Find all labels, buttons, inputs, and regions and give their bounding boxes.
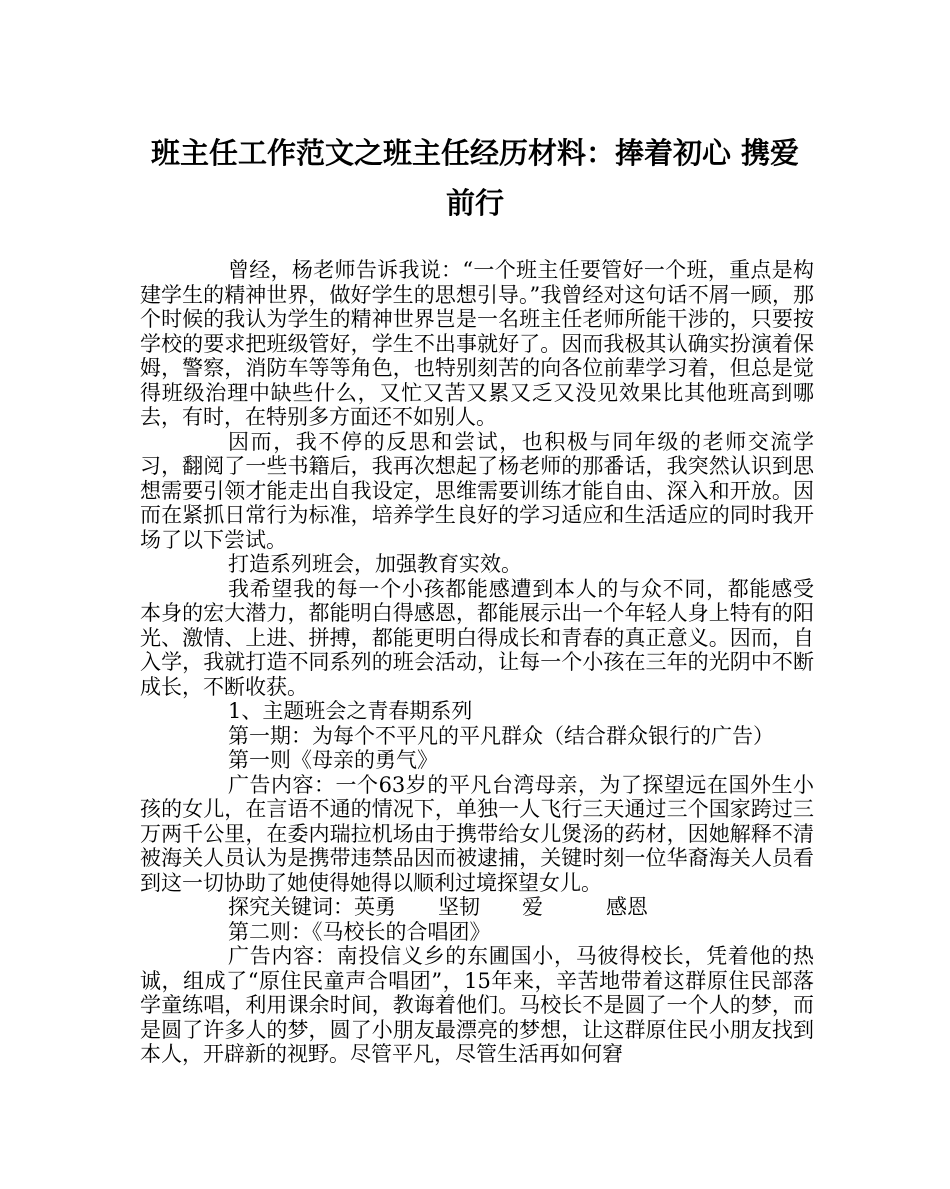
paragraph: 第一期：为每个不平凡的平凡群众（结合群众银行的广告）	[228, 723, 774, 748]
paragraph: 我希望我的每一个小孩都能感遭到本人的与众不同，都能感受本身的宏大潜力，都能明白得感恩，都能展示出一个年轻人身上特有的阳光、激情、上进、拼搏，都能更明白得成长和青春的真正意义。因而，自入学，我就打造不同系列的班会活动，让每一个小孩在三年的光阴中不断成长，不断收获。	[140, 576, 814, 699]
paragraph: 探究关键词：英勇 坚韧 爱 感恩	[228, 895, 648, 919]
paragraph: 1、主题班会之青春期系列	[228, 699, 473, 723]
paragraph: 广告内容：一个63岁的平凡台湾母亲，为了探望远在国外生小孩的女儿，在言语不通的情况下，单独一人飞行三天通过三个国家跨过三万两千公里，在委内瑞拉机场由于携带给女儿煲汤的药材，因她解释不清被海关人员认为是携带违禁品因而被逮捕，关键时刻一位华裔海关人员看到这一切协助了她使得她得以顺利过境探望女儿。	[140, 772, 814, 895]
paragraph: 第二则：《马校长的合唱团》	[228, 919, 491, 944]
document-title: 班主任工作范文之班主任经历材料：捧着初心 携爱前行	[150, 136, 800, 220]
paragraph: 曾经，杨老师告诉我说：“一个班主任要管好一个班，重点是构建学生的精神世界，做好学生的思想引导。”我曾经对这句话不屑一顾，那个时候的我认为学生的精神世界岂是一名班主任老师所能干涉的，只要按学校的要求把班级管好，学生不出事就好了。因而我极其认确实扮演着保姆，警察，消防车等等角色，也特别刻苦的向各位前辈学习着，但总是觉得班级治理中缺些什么，又忙又苦又累又乏又没见效果比其他班高到哪去，有时，在特别多方面还不如别人。	[140, 258, 814, 429]
document-body	[140, 258, 814, 1067]
paragraph: 广告内容：南投信义乡的东圃国小，马彼得校长，凭着他的热诚，组成了“原住民童声合唱团”，15年来，辛苦地带着这群原住民部落学童练唱，利用课余时间，教诲着他们。马校长不是圆了一个人的梦，而是圆了许多人的梦，圆了小朋友最漂亮的梦想，让这群原住民小朋友找到本人，开辟新的视野。尽管平凡，尽管生活再如何窘	[140, 944, 814, 1066]
paragraph: 因而，我不停的反思和尝试，也积极与同年级的老师交流学习，翻阅了一些书籍后，我再次想起了杨老师的那番话，我突然认识到思想需要引领才能走出自我设定，思维需要训练才能自由、深入和开放。因而在紧抓日常行为标准，培养学生良好的学习适应和生活适应的同时我开场了以下尝试。	[140, 429, 814, 552]
paragraph: 打造系列班会，加强教育实效。	[228, 552, 522, 576]
paragraph: 第一则《母亲的勇气》	[228, 748, 438, 772]
